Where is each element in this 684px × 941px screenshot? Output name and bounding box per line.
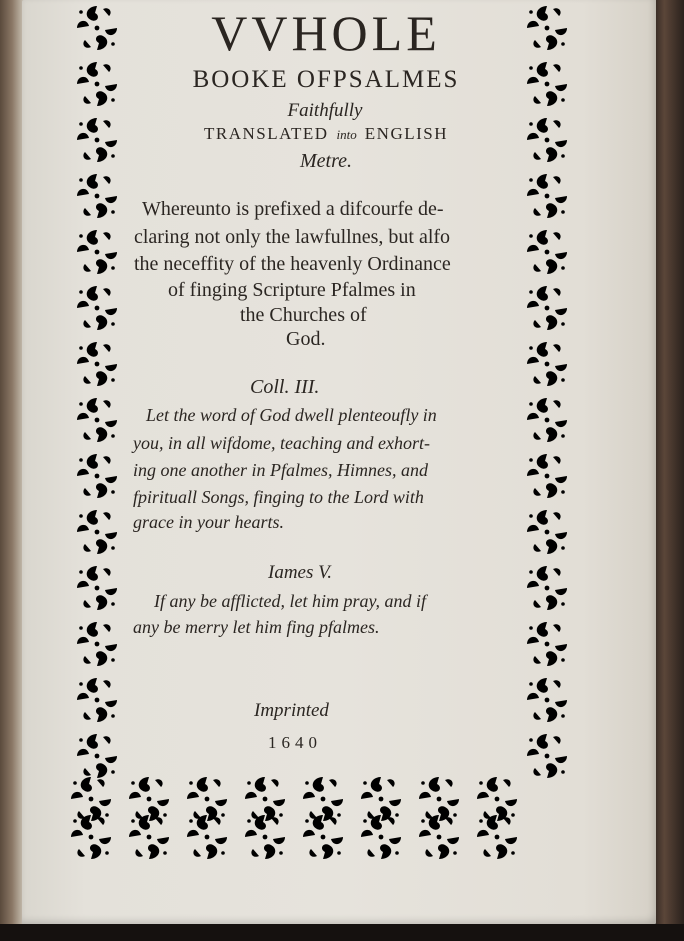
preface-line: God.	[286, 328, 326, 350]
page-title: VVHOLE	[211, 5, 441, 61]
fleuron-ornament	[519, 448, 575, 504]
fleuron-ornament	[519, 504, 575, 560]
fleuron-ornament	[519, 728, 575, 784]
fleuron-ornament	[352, 809, 410, 865]
fleuron-ornament	[69, 336, 125, 392]
imprint-year: 1640	[268, 733, 322, 752]
fleuron-ornament	[519, 168, 575, 224]
background-shadow	[0, 924, 684, 941]
james-verse-line: If any be afflicted, let him pray, and if	[154, 591, 426, 611]
preface-line: the neceffity of the heavenly Ordinance	[134, 253, 451, 275]
fleuron-ornament	[410, 809, 468, 865]
james-verse-line: any be merry let him fing pfalmes.	[133, 617, 380, 637]
fleuron-ornament	[468, 809, 526, 865]
fleuron-ornament	[178, 809, 236, 865]
imprint-label: Imprinted	[254, 700, 329, 721]
fleuron-ornament	[519, 672, 575, 728]
translated-word: TRANSLATED	[203, 124, 329, 143]
fleuron-ornament	[519, 0, 575, 56]
fleuron-ornament	[62, 809, 120, 865]
fleuron-ornament	[519, 616, 575, 672]
right-ornament-border	[516, 0, 578, 784]
left-ornament-border	[66, 0, 128, 784]
colossians-verse-line: fpirituall Songs, finging to the Lord with	[133, 487, 424, 507]
fleuron-ornament	[69, 672, 125, 728]
faithfully-line: Faithfully	[287, 100, 363, 121]
into-word: into	[336, 127, 357, 142]
fleuron-ornament	[519, 224, 575, 280]
preface-line: claring not only the lawfullnes, but alfo	[134, 226, 451, 248]
fleuron-ornament	[69, 448, 125, 504]
colossians-verse-line: ing one another in Pfalmes, Himnes, and	[133, 460, 428, 480]
colossians-verse-line: Let the word of God dwell plenteoufly in	[146, 405, 437, 425]
page-subtitle: BOOKE OFPSALMES	[192, 66, 460, 93]
fleuron-ornament	[69, 56, 125, 112]
preface-line: the Churches of	[240, 304, 367, 326]
colossians-verse-line: grace in your hearts.	[133, 512, 284, 532]
fleuron-ornament	[236, 809, 294, 865]
fleuron-ornament	[69, 224, 125, 280]
metre-line: Metre.	[299, 150, 352, 172]
book-cover-edge	[656, 0, 684, 941]
james-reference: Iames V.	[268, 562, 333, 583]
fleuron-ornament	[69, 504, 125, 560]
fleuron-ornament	[69, 0, 125, 56]
fleuron-ornament	[69, 616, 125, 672]
fleuron-ornament	[69, 112, 125, 168]
fleuron-ornament	[120, 809, 178, 865]
preface-line: of finging Scripture Pfalmes in	[168, 279, 416, 301]
fleuron-ornament	[519, 336, 575, 392]
colossians-verse-line: you, in all wifdome, teaching and exhort-	[133, 433, 430, 453]
fleuron-ornament	[519, 112, 575, 168]
bottom-ornament-border-lower	[62, 808, 526, 866]
fleuron-ornament	[519, 56, 575, 112]
colossians-reference: Coll. III.	[250, 376, 320, 398]
fleuron-ornament	[519, 280, 575, 336]
preface-line: Whereunto is prefixed a difcourfe de-	[142, 198, 444, 220]
book-spine	[0, 0, 24, 941]
english-word: ENGLISH	[364, 124, 448, 143]
translated-line	[130, 124, 522, 144]
fleuron-ornament	[69, 280, 125, 336]
fleuron-ornament	[69, 168, 125, 224]
fleuron-ornament	[294, 809, 352, 865]
fleuron-ornament	[69, 392, 125, 448]
fleuron-ornament	[69, 560, 125, 616]
